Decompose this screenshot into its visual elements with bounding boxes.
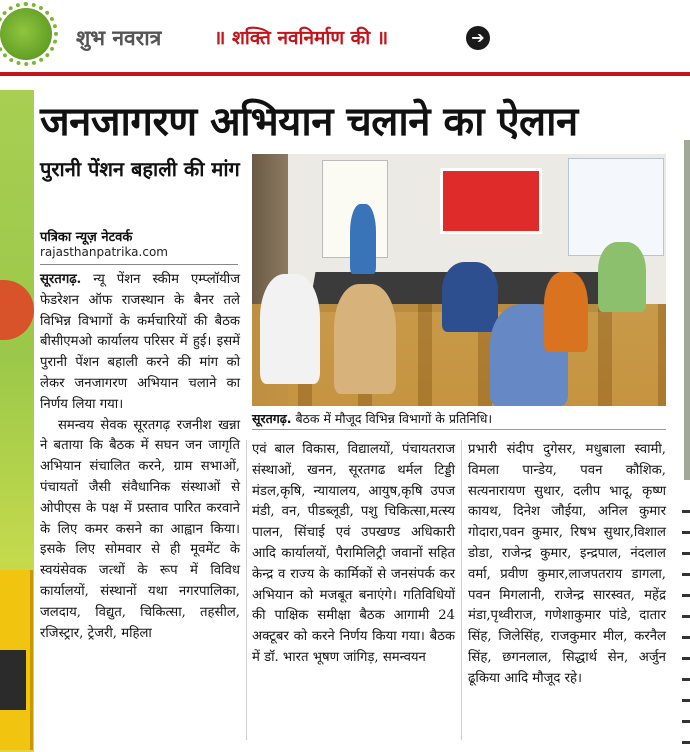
caption-text: बैठक में मौजूद विभिन्न विभागों के प्रतिनिधि। <box>291 411 493 426</box>
photo-person <box>544 272 588 352</box>
article-column-3 <box>468 440 666 690</box>
article-paragraph: सूरतगढ़. न्यू पेंशन स्कीम एम्प्लॉयीज फेडरेशन ऑफ राजस्थान के बैनर तले विभिन्न विभागों के कर्मचारियों की बैठक बीसीएमओ कार्यालय परिसर में हुई। इसमें पुरानी पेंशन बहाली करने की मांग को लेकर जनजागरण अभियान चलाने का निर्णय लिया गया। <box>40 272 240 412</box>
caption-divider <box>252 429 666 430</box>
article-website[interactable]: rajasthanpatrika.com <box>40 245 168 259</box>
top-banner <box>0 0 690 78</box>
ad-product-label <box>0 650 26 710</box>
column-divider <box>246 440 247 740</box>
photo-person <box>598 242 646 312</box>
meeting-photo <box>252 154 666 406</box>
photo-banner <box>440 168 542 234</box>
article-headline: जनजागरण अभियान चलाने का ऐलान <box>40 99 578 145</box>
article-subhead: पुरानी पेंशन बहाली की मांग <box>40 157 240 181</box>
adjacent-article-edge <box>670 90 690 752</box>
byline-divider <box>40 264 238 265</box>
article-paragraph: समन्वय सेवक सूरतगढ़ रजनीश खन्ना ने बताया कि बैठक में सघन जन जागृति अभियान संचालित करने, ग्राम सभाओं, पंचायतों जैसी संवैधानिक संस्थाओं से ओपीएस के पक्ष में प्रस्ताव पारित करवाने के लिए कमर कसने का आह्वान किया। इसके लिए सोमवार से ही मूवमेंट के स्वयंसेवक जत्थों के रूप में विविध कार्यालयों, संस्थानों यथा नगरपालिका, जलदाय, विद्युत, चिकित्सा, तहसील, रजिस्ट्रार, ट्रेजरी, महिला <box>40 417 240 641</box>
corona-virus-icon <box>0 8 52 60</box>
adjacent-photo-edge <box>684 140 690 480</box>
article-paragraph: प्रभारी संदीप दुगेसर, मधुबाला स्वामी, विमला पान्डेय, पवन कौशिक, सत्यनारायण सुथार, दलीप भादू, कृष्ण कायथ, दिनेश जौईया, अनिल कुमार गोदारा,पवन कुमार, रिषभ सुथार,विशाल डोडा, राजेन्द्र कुमार, इन्द्रपाल, नंदलाल वर्मा, प्रवीण कुमार,लाजपतराय डागला, पवन मिगलानी, राजेन्द्र सारस्वत, महेंद्र मंडा,पृथ्वीराज, गणेशाकुमार पांडे, दातार सिंह, जिलेसिंह, राजकुमार मील, करनैल सिंह, छगनलाल, सिद्धार्थ सेन, अर्जुन ढूकिया आदि मौजूद रहे। <box>468 442 666 686</box>
arrow-right-circle-icon[interactable]: ➔ <box>466 26 490 50</box>
ad-graphic <box>0 280 34 340</box>
left-advertisement <box>0 90 34 752</box>
festival-greeting: शुभ नवरात्र <box>76 25 162 50</box>
adjacent-text-edge <box>682 510 690 752</box>
banner-divider <box>0 72 690 76</box>
caption-place: सूरतगढ़. <box>252 411 292 426</box>
photo-person <box>350 204 376 274</box>
photo-person <box>334 284 396 394</box>
column-divider <box>461 440 462 740</box>
article-dateline: सूरतगढ़. <box>40 272 82 287</box>
photo-person <box>442 262 498 332</box>
article-byline: पत्रिका न्यूज़ नेटवर्क <box>40 230 133 245</box>
article-column-1 <box>40 270 240 644</box>
photo-caption <box>252 410 492 427</box>
photo-person <box>260 274 320 384</box>
banner-slogan: ॥ शक्ति नवनिर्माण की ॥ <box>214 27 389 49</box>
article-paragraph: एवं बाल विकास, विद्यालयों, पंचायतराज संस्थाओं, खनन, सूरतगढ थर्मल टिड्डी मंडल,कृषि, न्यायालय, आयुष,कृषि उपज मंडी, वन, पीडब्लूडी, पशु चिकित्सा,मत्स्य पालन, सिंचाई एवं उपखण्ड अधिकारी आदि कार्यालयों, पैरामिलिट्री जवानों सहित केन्द्र व राज्य के कार्मिकों से जनसंपर्क कर अभियान को मजबूत बनाएंगे। गतिविधियों की पाक्षिक समीक्षा बैठक आगामी 24 अक्टूबर को करने निर्णय किया गया। बैठक में डॉ. भारत भूषण जांगिड़, समन्वयन <box>252 442 455 665</box>
article-column-2 <box>252 440 455 669</box>
